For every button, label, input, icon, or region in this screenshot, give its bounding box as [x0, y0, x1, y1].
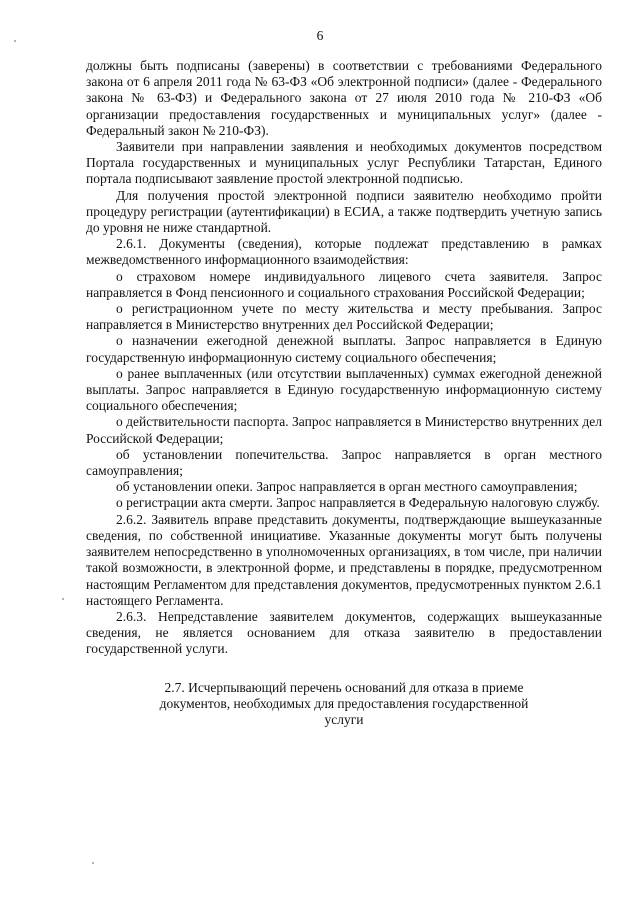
list-item-registration-record: о регистрационном учете по месту жительства и месту пребывания. Запрос направляется в Министерство внутренних дел Российской Федерации;	[86, 301, 602, 333]
list-item-annual-payment: о назначении ежегодной денежной выплаты. Запрос направляется в Единую государственную информационную систему социального обеспечения;	[86, 333, 602, 365]
list-item-insurance-number: о страховом номере индивидуального лицевого счета заявителя. Запрос направляется в Фонд пенсионного и социального страхования Российской Федерации;	[86, 268, 602, 300]
list-item-death-record: о регистрации акта смерти. Запрос направляется в Федеральную налоговую службу.	[116, 495, 600, 511]
scan-speck	[14, 40, 16, 42]
scan-speck	[62, 598, 64, 600]
paragraph-esia-registration: Для получения простой электронной подписи заявителю необходимо пройти процедуру регистрации (аутентификации) в ЕСИА, а также подтвердить учетную запись до уровня не ниже стандартной.	[86, 187, 602, 236]
section-heading-line-1: 2.7. Исчерпывающий перечень оснований для отказа в приеме	[164, 679, 524, 695]
list-item-passport-validity: о действительности паспорта. Запрос направляется в Министерство внутренних дел Российской Федерации;	[86, 414, 602, 446]
list-item-paid-amounts: о ранее выплаченных (или отсутствии выплаченных) суммах ежегодной денежной выплаты. Запрос направляется в Единую государственную информационную систему социального обеспечения;	[86, 365, 602, 414]
list-item-guardianship-care: об установлении попечительства. Запрос направляется в орган местного самоуправления;	[86, 446, 602, 479]
list-item-guardianship: об установлении опеки. Запрос направляется в орган местного самоуправления;	[116, 479, 578, 495]
paragraph-signature-law: должны быть подписаны (заверены) в соответствии с требованиями Федерального закона от 6 апреля 2011 года № 63-ФЗ «Об электронной подписи» (далее - Федерального закона № 63-ФЗ) и Федерального закона от 27 июля 2010 года № 210-ФЗ «Об организации предоставления государственных и муниципальных услуг» (далее - Федеральный закон № 210-ФЗ).	[86, 58, 602, 138]
section-heading-2-7	[86, 680, 602, 729]
paragraph-2-6-2: 2.6.2. Заявитель вправе представить документы, подтверждающие вышеуказанные сведения, по собственной инициативе. Указанные документы могут быть получены заявителем непосредственно в уполномоченных организациях, в том числе, при наличии такой возможности, в электронной форме, и представлены в порядке, предусмотренном настоящим Регламентом для представления документов, предусмотренных пунктом 2.6.1 настоящего Регламента.	[86, 511, 602, 608]
paragraph-2-6-3: 2.6.3. Непредставление заявителем документов, содержащих вышеуказанные сведения, не является основанием для отказа заявителю в предоставлении государственной услуги.	[86, 608, 602, 657]
paragraph-applicants-portal: Заявители при направлении заявления и необходимых документов посредством Портала государственных и муниципальных услуг Республики Татарстан, Единого портала подписывают заявление простой электронной подписью.	[86, 139, 602, 187]
section-heading-line-2: документов, необходимых для предоставления государственной	[159, 695, 529, 711]
scan-speck	[92, 862, 94, 864]
page-number: 6	[316, 28, 324, 43]
document-body	[86, 58, 602, 728]
paragraph-2-6-1: 2.6.1. Документы (сведения), которые подлежат представлению в рамках межведомственного информационного взаимодействия:	[86, 236, 602, 268]
section-heading-line-3: услуги	[324, 711, 364, 727]
